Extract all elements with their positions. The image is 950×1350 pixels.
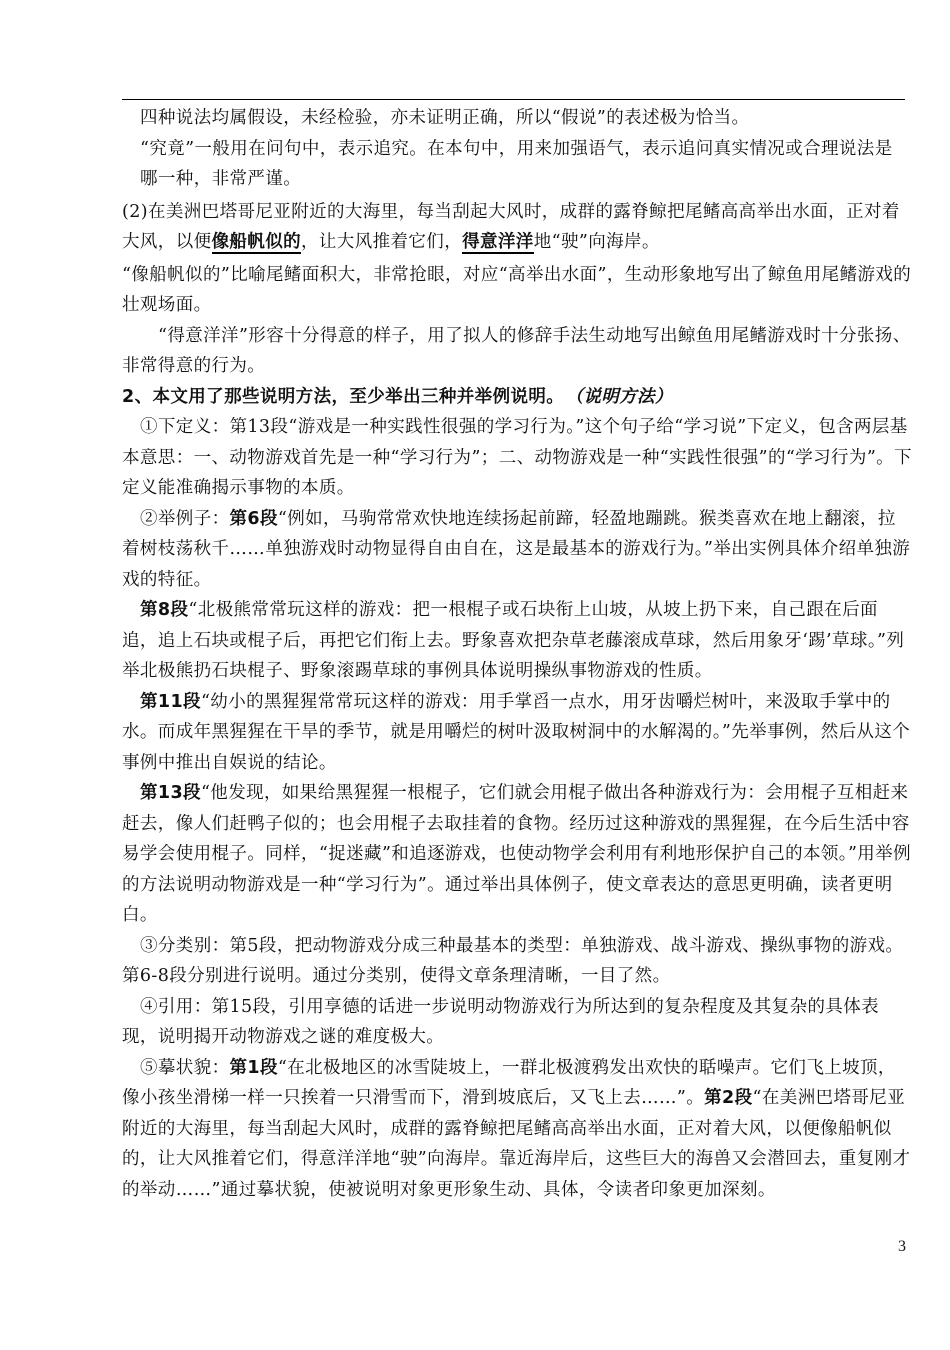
method-example-para6-text: “例如，马驹常常欢快地连续扬起前蹄，轻盈地蹦跳。猴类喜欢在地上翻滚，拉着树枝荡秋千……单独游戏时动物显得自由自在，这是最基本的游戏行为。”举出实例具体介绍单独游戏的特征。: [122, 508, 911, 590]
method-example-para13-text: “他发现，如果给黑猩猩一根棍子，它们就会用棍子做出各种游戏行为：会用棍子互相赶来赶去，像人们赶鸭子似的；也会用棍子去取挂着的食物。经历过这种游戏的黑猩猩，在今后生活中容易学会使用棍子。同样，“捉迷藏”和追逐游戏，也使动物学会利用有利地形保护自己的本领。”用举例的方法说明动物游戏是一种“学习行为”。通过举出具体例子，使文章表达的意思更明确，读者更明白。: [122, 783, 911, 925]
underlined-phrase-proud: 得意洋洋: [462, 232, 534, 252]
question-2-title: 2、本文用了那些说明方法，至少举出三种并举例说明。: [122, 386, 565, 407]
method-example-para13: [122, 778, 912, 931]
method-example-para8-text: “北极熊常常玩这样的游戏：把一根棍子或石块衔上山坡，从坡上扔下来，自己跟在后面追，追上石块或棍子后，再把它们衔上去。野象喜欢把杂草老藤滚成草球，然后用象牙‘踢’草球。”列举北极熊扔石块棍子、野象滚踢草球的事例具体说明操纵事物游戏的性质。: [122, 600, 905, 681]
para-ref-6: 第6段: [229, 508, 278, 529]
underlined-phrase-sail: 像船帆似的: [211, 232, 301, 252]
para-ref-2: 第2段: [704, 1088, 753, 1108]
method-definition: ①下定义：第13段“游戏是一种实践性很强的学习行为。”这个句子给“学习说”下定义，包含两层基本意思：一、动物游戏首先是一种“学习行为”；二、动物游戏是一种“实践性很强”的“学习行为”。下定义能准确揭示事物的本质。: [122, 417, 912, 498]
method-example-para11-text: “幼小的黑猩猩常常玩这样的游戏：用手掌舀一点水，用牙齿嚼烂树叶，来汲取手掌中的水。而成年黑猩猩在干旱的季节，就是用嚼烂的树叶汲取树洞中的水解渴的。”先举事例，然后从这个事例中推出自娱说的结论。: [122, 691, 911, 773]
method-description: [122, 1053, 912, 1206]
para-ref-11: 第11段: [140, 691, 201, 712]
document-body: [122, 103, 912, 1205]
paragraph-sail-analysis: “像船帆似的”比喻尾鳍面积大，非常抢眼，对应“高举出水面”，生动形象地写出了鲸鱼用尾鳍游戏的壮观场面。: [122, 264, 912, 315]
method-quotation: ④引用：第15段，引用享德的话进一步说明动物游戏行为所达到的复杂程度及其复杂的具体表现，说明揭开动物游戏之谜的难度极大。: [122, 996, 880, 1047]
para-ref-8: 第8段: [140, 600, 189, 620]
paragraph-jiujing-text: “究竟”一般用在问句中，表示追究。在本句中，用来加强语气，表示追问真实情况或合理说法是哪一种，非常严谨。: [140, 138, 893, 189]
para-ref-13: 第13段: [140, 783, 201, 803]
question-2: [122, 382, 912, 413]
para-ref-1: 第1段: [229, 1057, 278, 1078]
method-example-para8: [122, 595, 912, 687]
method-example-para6: [122, 504, 912, 596]
method-description-prefix: ⑤摹状貌：: [140, 1057, 230, 1078]
method-description-text-1: “在北极地区的冰雪陡坡上，一群北极渡鸦发出欢快的聒噪声。它们飞上坡顶，像小孩坐滑梯一样一只挨着一只滑雪而下，滑到坡底后，又飞上去……”。: [122, 1057, 896, 1108]
paragraph-example-2: [122, 197, 912, 258]
page-number: 3: [898, 1238, 906, 1255]
header-rule: [122, 99, 905, 100]
paragraph-jiujing: [122, 134, 912, 195]
example-2-text-a: (2)在美洲巴塔哥尼亚附近的大海里，每当刮起大风时，成群的露脊鲸把尾鳍高高举出水面，正对着大风，以便: [122, 201, 900, 252]
paragraph-hypothesis: 四种说法均属假设，未经检验，亦未证明正确，所以“假说”的表述极为恰当。: [140, 108, 750, 128]
example-2-text-c: 地“驶”向海岸。: [533, 232, 660, 252]
paragraph-proud-analysis: “得意洋洋”形容十分得意的样子，用了拟人的修辞手法生动地写出鲸鱼用尾鳍游戏时十分张扬、非常得意的行为。: [122, 325, 911, 376]
method-example-prefix: ②举例子：: [140, 508, 230, 529]
method-classification: ③分类别：第5段，把动物游戏分成三种最基本的类型：单独游戏、战斗游戏、操纵事物的游戏。第6-8段分别进行说明。通过分类别，使得文章条理清晰，一目了然。: [122, 935, 904, 986]
question-2-tag: （说明方法）: [574, 386, 673, 407]
example-2-text-b: ，让大风推着它们，: [301, 232, 463, 252]
method-example-para11: [122, 687, 912, 779]
method-description-text-2: “在美洲巴塔哥尼亚附近的大海里，每当刮起大风时，成群的露脊鲸把尾鳍高高举出水面，正对着大风，以便像船帆似的，让大风推着它们，得意洋洋地“驶”向海岸。靠近海岸后，这些巨大的海兽又会潜回去，重复刚才的举动……”通过摹状貌，使被说明对象更形象生动、具体，令读者印象更加深刻。: [122, 1088, 911, 1200]
